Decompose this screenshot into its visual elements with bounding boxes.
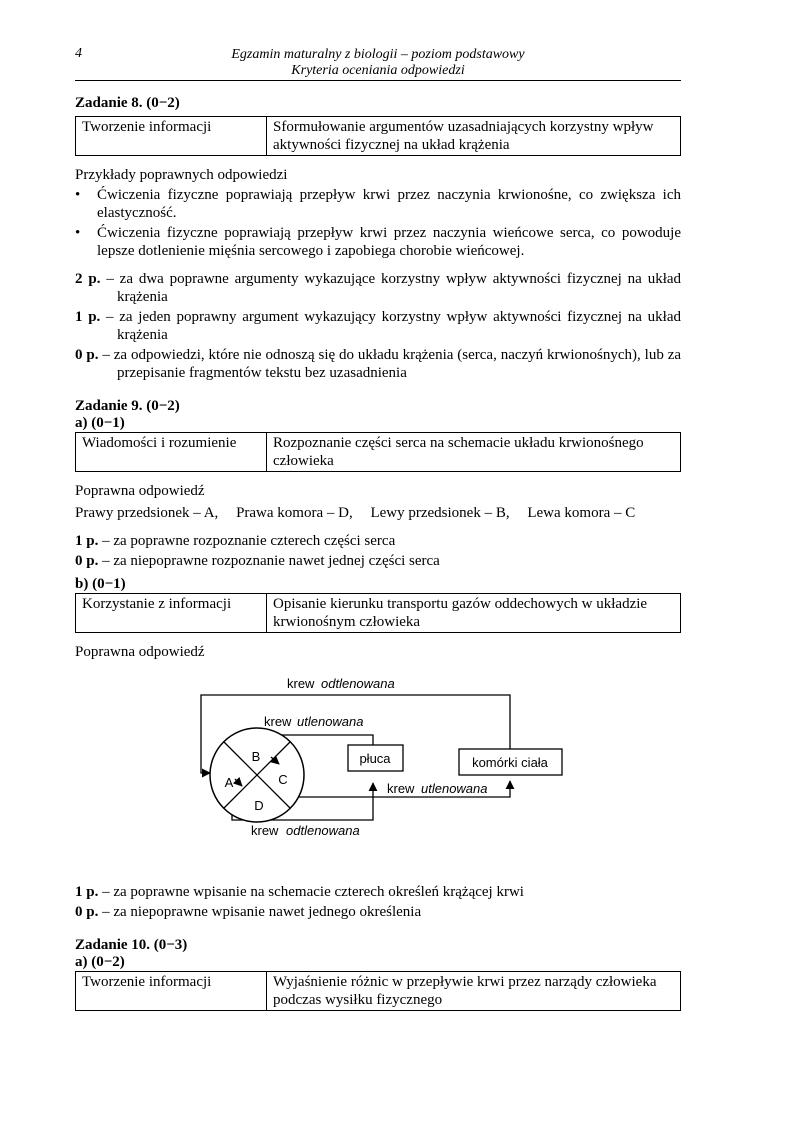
task9a-label: a) (0−1) xyxy=(75,415,125,431)
task10a-category: Tworzenie informacji xyxy=(76,972,267,1011)
bullet-icon: • xyxy=(75,187,81,203)
circulation-diagram xyxy=(75,665,681,865)
score-row: 0 p. – za odpowiedzi, które nie odnoszą się do układu krążenia (serca, naczyń krwionośnych), lub za przepisanie fragmentów tekstu bez uzasadnienia xyxy=(75,347,682,381)
score-row: 1 p. – za poprawne wpisanie na schemacie czterech określeń krążącej krwi xyxy=(75,884,524,900)
task8-examples-list xyxy=(75,186,681,260)
task9-title: Zadanie 9. (0−2) xyxy=(75,398,180,414)
page-number: 4 xyxy=(75,46,82,61)
task8-criteria-table xyxy=(75,116,681,156)
heart-label-b: B xyxy=(251,749,261,764)
task8-scoring xyxy=(75,270,681,382)
label-bottom-krew: krew xyxy=(251,823,279,838)
label-top-odtlenowana: odtlenowana xyxy=(321,676,395,691)
list-item: • Ćwiczenia fizyczne poprawiają przepływ krwi przez naczynia wieńcowe serca, co powoduje lepsze dotlenienie mięśnia sercowego i zapobiega chorobie wieńcowej. xyxy=(75,225,681,259)
score-row: 0 p. – za niepoprawne wpisanie nawet jednego określenia xyxy=(75,904,422,920)
task9a-criteria-table xyxy=(75,432,681,472)
task10-title: Zadanie 10. (0−3) xyxy=(75,937,188,953)
task9b-answer-heading: Poprawna odpowiedź xyxy=(75,644,205,660)
label-top-krew: krew xyxy=(287,676,315,691)
task9b-category: Korzystanie z informacji xyxy=(76,594,267,633)
label-bottom-odtlenowana: odtlenowana xyxy=(286,823,360,838)
task9b-scoring xyxy=(75,883,681,921)
task9a-category: Wiadomości i rozumienie xyxy=(76,433,267,472)
heart-label-d: D xyxy=(254,798,264,813)
body-cells-label: komórki ciała xyxy=(472,755,548,770)
header-title: Egzamin maturalny z biologii – poziom podstawowy xyxy=(231,47,525,62)
list-item: • Ćwiczenia fizyczne poprawiają przepływ krwi przez naczynia krwionośne, co zwiększa ich elastyczność. xyxy=(75,187,681,221)
page xyxy=(75,40,681,1011)
label-right-krew: krew xyxy=(387,781,415,796)
task9a-answer-heading: Poprawna odpowiedź xyxy=(75,483,205,499)
task9b-label: b) (0−1) xyxy=(75,576,126,592)
lungs-label: płuca xyxy=(359,751,391,766)
task9a-answers: Prawy przedsionek – A, Prawa komora – D, Lewy przedsionek – B, Lewa komora – C xyxy=(75,505,636,521)
task9b-description: Opisanie kierunku transportu gazów oddechowych w układzie krwionośnym człowieka xyxy=(267,594,681,633)
bullet-icon: • xyxy=(75,225,81,241)
task10a-label: a) (0−2) xyxy=(75,954,125,970)
task8-title: Zadanie 8. (0−2) xyxy=(75,95,180,111)
task9a-description: Rozpoznanie części serca na schemacie układu krwionośnego człowieka xyxy=(267,433,681,472)
label-right-utlenowana: utlenowana xyxy=(421,781,488,796)
score-row: 1 p. – za poprawne rozpoznanie czterech części serca xyxy=(75,533,396,549)
score-row: 1 p. – za jeden poprawny argument wykazujący korzystny wpływ aktywności fizycznej na układ krążenia xyxy=(75,309,682,343)
task10a-criteria-table xyxy=(75,971,681,1011)
score-row: 0 p. – za niepoprawne rozpoznanie nawet jednej części serca xyxy=(75,553,440,569)
task8-description: Sformułowanie argumentów uzasadniających korzystny wpływ aktywności fizycznej na układ krążenia xyxy=(267,117,681,156)
label-mid-krew: krew xyxy=(264,714,292,729)
heart-label-c: C xyxy=(278,772,288,787)
task9a-scoring xyxy=(75,532,681,570)
label-mid-utlenowana: utlenowana xyxy=(297,714,364,729)
task8-category: Tworzenie informacji xyxy=(76,117,267,156)
task10a-description: Wyjaśnienie różnic w przepływie krwi przez narządy człowieka podczas wysiłku fizycznego xyxy=(267,972,681,1011)
task8-examples-heading: Przykłady poprawnych odpowiedzi xyxy=(75,167,288,183)
task9b-criteria-table xyxy=(75,593,681,633)
page-header xyxy=(75,40,681,81)
header-subtitle: Kryteria oceniania odpowiedzi xyxy=(291,63,465,78)
heart-label-a: A xyxy=(224,775,234,790)
score-row: 2 p. – za dwa poprawne argumenty wykazujące korzystny wpływ aktywności fizycznej na układ krążenia xyxy=(75,271,682,305)
